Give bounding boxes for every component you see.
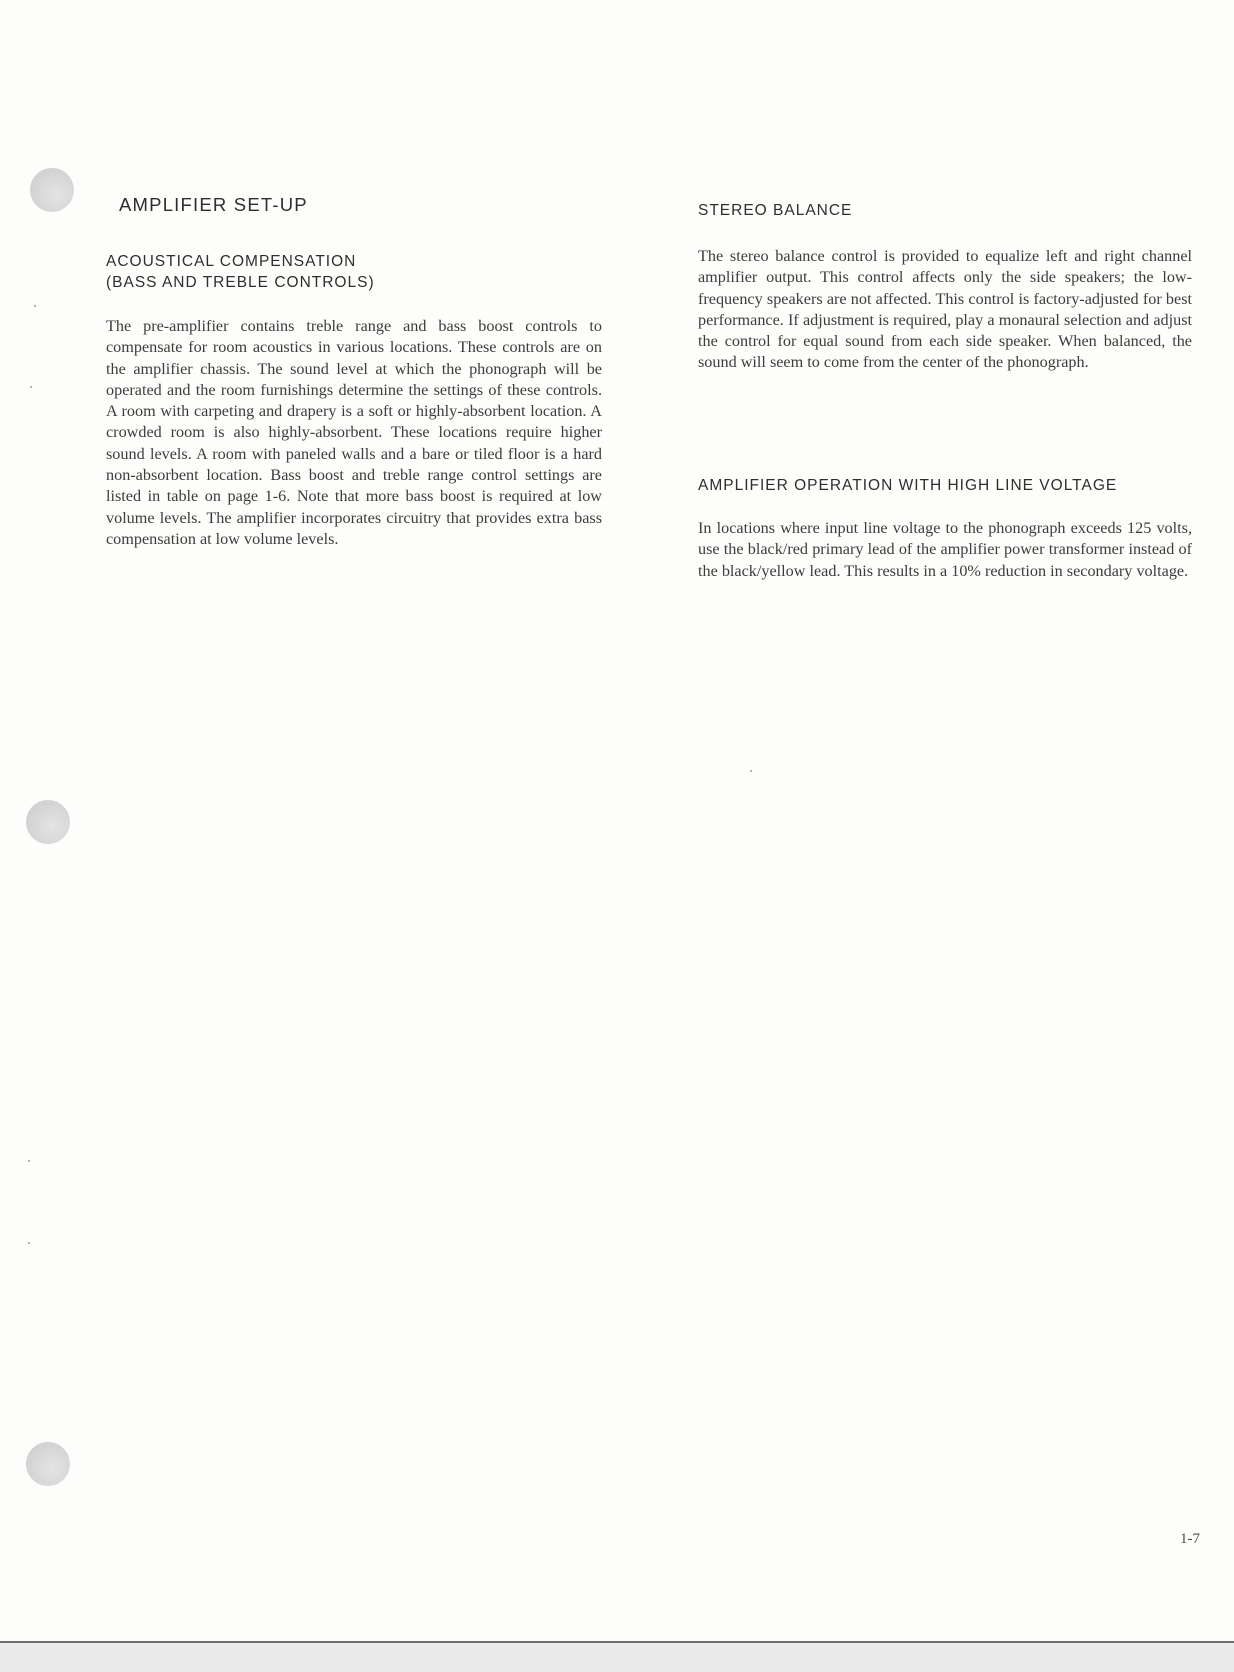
binder-hole <box>26 1442 70 1486</box>
paper-speck <box>750 770 752 772</box>
acoustical-compensation-heading <box>106 251 602 293</box>
paper-speck <box>28 1242 30 1244</box>
paper-speck <box>28 1160 30 1162</box>
page-title: AMPLIFIER SET-UP <box>119 194 308 215</box>
scan-edge-band <box>0 1643 1234 1672</box>
acoustical-compensation-paragraph: The pre-amplifier contains treble range and bass boost controls to compensate for room acoustics in various locations. These controls are on the amplifier chassis. The sound level at which the phonograph will be operated and the room furnishings determine the settings of these controls. A room with carpeting and drapery is a soft or highly-absorbent location. A crowded room is also highly-absorbent. These locations require higher sound levels. A room with paneled walls and a bare or tiled floor is a hard non-absorbent location. Bass boost and treble range control settings are listed in table on page 1-6. Note that more bass boost is required at low volume levels. The amplifier incorporates circuitry that provides extra bass compensation at low volume levels. <box>106 317 602 548</box>
heading-line: (BASS AND TREBLE CONTROLS) <box>106 274 375 291</box>
paper-speck <box>34 305 36 307</box>
stereo-balance-heading: STEREO BALANCE <box>698 202 853 219</box>
page-number: 1-7 <box>1180 1531 1200 1547</box>
paper-speck <box>30 386 32 388</box>
binder-hole <box>26 800 70 844</box>
heading-line: ACOUSTICAL COMPENSATION <box>106 253 357 270</box>
high-line-voltage-heading: AMPLIFIER OPERATION WITH HIGH LINE VOLTAGE <box>698 477 1118 494</box>
binder-hole <box>30 168 74 212</box>
stereo-balance-paragraph: The stereo balance control is provided to equalize left and right channel amplifier output. This control affects only the side speakers; the low-frequency speakers are not affected. This control is factory-adjusted for best performance. If adjustment is required, play a monaural selection and adjust the control for equal sound from each side speaker. When balanced, the sound will seem to come from the center of the phonograph. <box>698 247 1192 372</box>
high-line-voltage-paragraph: In locations where input line voltage to the phonograph exceeds 125 volts, use the black/red primary lead of the amplifier power transformer instead of the black/yellow lead. This results in a 10% reduction in secondary voltage. <box>698 519 1192 580</box>
